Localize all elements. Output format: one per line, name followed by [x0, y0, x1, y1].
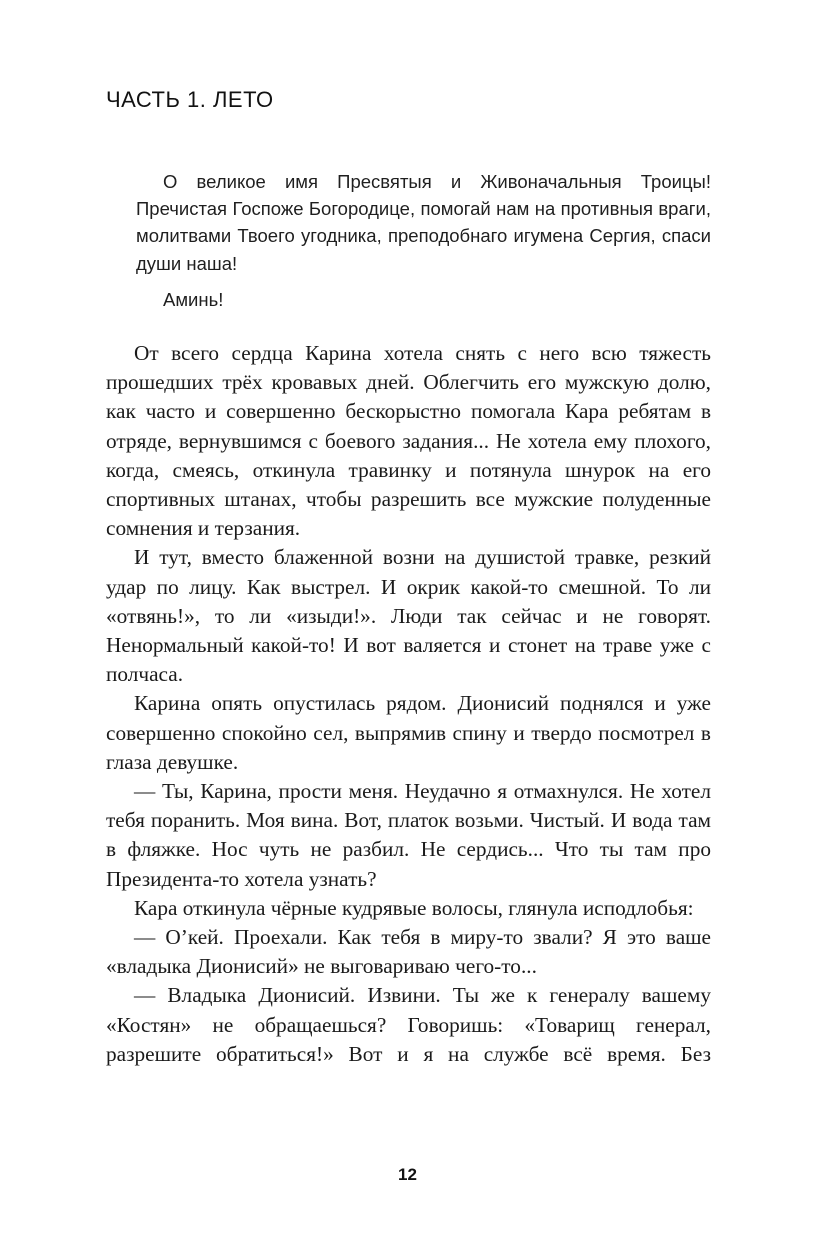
main-text — [106, 339, 711, 1069]
paragraph: — Ты, Карина, прости меня. Неудачно я отмахнулся. Не хотел тебя поранить. Моя вина. Вот, платок возьми. Чистый. И вода там в фляжке. Нос чуть не разбил. Не сердись... Что ты там про Президента-то хотела узнать? — [106, 779, 711, 891]
paragraph: И тут, вместо блаженной возни на душистой травке, резкий удар по лицу. Как выстрел. И окрик какой-то смешной. То ли «отвянь!», то ли «изыди!». Люди так сейчас и не говорят. Ненормальный какой-то! И вот валяется и стонет на траве уже с полчаса. — [106, 545, 711, 687]
paragraph: Кара откинула чёрные кудрявые волосы, глянула исподлобья: — [134, 895, 694, 920]
running-head: ЧАСТЬ 1. ЛЕТО — [106, 87, 274, 112]
paragraph: — Владыка Дионисий. Извини. Ты же к генералу вашему «Костян» не обращаешься? Говоришь: «Товарищ генерал, разрешите обратиться!» Вот и я на службе всё время. Без — [106, 983, 711, 1066]
paragraph: Карина опять опустилась рядом. Дионисий поднялся и уже совершенно спокойно сел, выпрямив спину и твердо посмотрел в глаза девушке. — [106, 691, 711, 774]
prayer-epigraph — [136, 168, 711, 313]
paragraph: От всего сердца Карина хотела снять с него всю тяжесть прошедших трёх кровавых дней. Облегчить его мужскую долю, как часто и совершенно бескорыстно помогала Кара ребятам в отряде, вернувшимся с боевого задания... Не хотела ему плохого, когда, смеясь, откинула травинку и потянула шнурок на его спортивных штанах, чтобы разрешить все мужские полуденные сомнения и терзания. — [106, 341, 711, 541]
prayer-text: О великое имя Пресвятыя и Живоначальныя Троицы! Пречистая Госпоже Богородице, помогай нам на противныя враги, молитвами Твоего угодника, преподобнаго игумена Сергия, спаси души наша! — [136, 171, 711, 274]
prayer-amen: Аминь! — [163, 288, 224, 310]
page-number: 12 — [398, 1165, 417, 1184]
paragraph: — О’кей. Проехали. Как тебя в миру-то звали? Я это ваше «владыка Дионисий» не выговариваю чего-то... — [106, 925, 711, 979]
